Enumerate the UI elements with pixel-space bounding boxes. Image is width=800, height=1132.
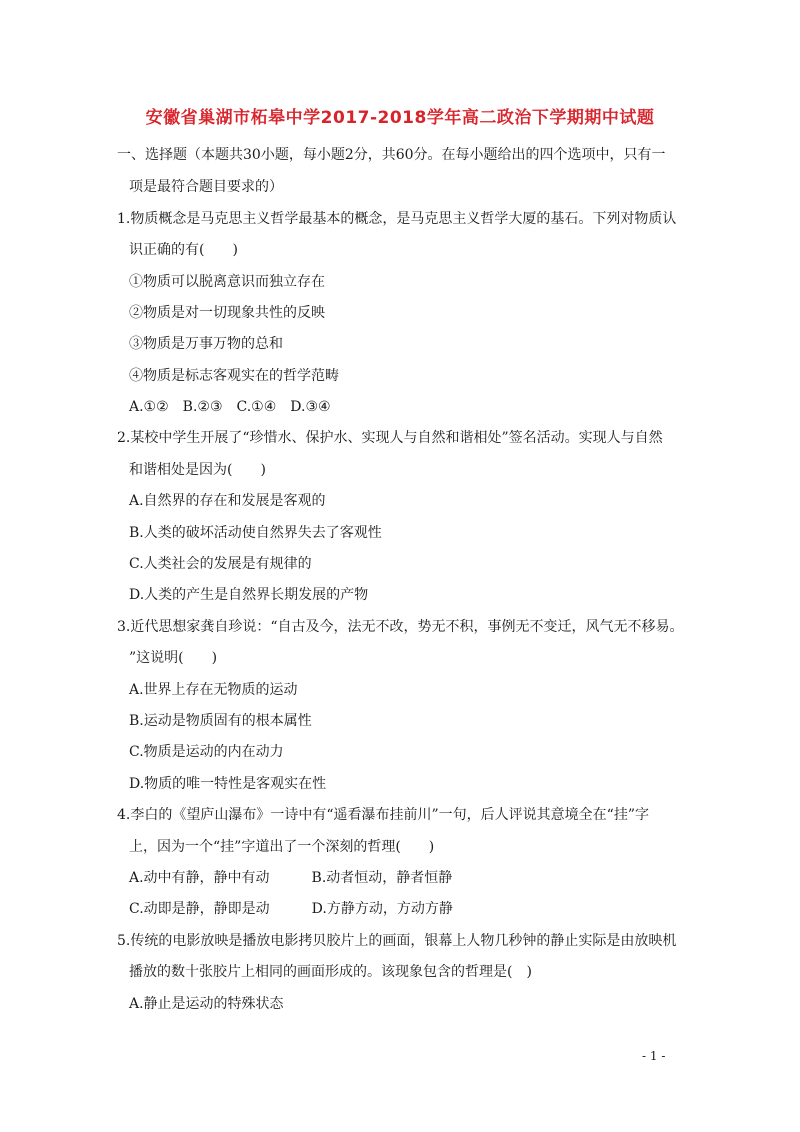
question-3-option-b: B.运动是物质固有的根本属性: [129, 713, 312, 729]
question-2-stem-line-2: 和谐相处是因为( ): [129, 462, 266, 478]
question-4-options-row-2: C.动即是静，静即是动 D.方静方动，方动方静: [129, 901, 453, 917]
question-3-option-c: C.物质是运动的内在动力: [129, 744, 284, 760]
question-1-stem-line-2: 识正确的有( ): [129, 242, 238, 258]
question-1-statement-4: ④物质是标志客观实在的哲学范畴: [129, 368, 339, 384]
section-heading-line-1: 一、选择题（本题共30小题，每小题2分，共60分。在每小题给出的四个选项中，只有一: [117, 147, 666, 163]
question-4-stem-line-1: 4.李白的《望庐山瀑布》一诗中有“遥看瀑布挂前川”一句，后人评说其意境全在“挂”字: [117, 807, 649, 823]
question-2-option-a: A.自然界的存在和发展是客观的: [129, 493, 326, 509]
question-1-statement-3: ③物质是万事万物的总和: [129, 336, 283, 352]
question-5-stem-line-2: 播放的数十张胶片上相同的画面形成的。该现象包含的哲理是( ): [129, 964, 532, 980]
question-3-stem-line-2: ”这说明( ): [129, 650, 218, 666]
question-5-option-a: A.静止是运动的特殊状态: [129, 996, 284, 1012]
question-3-option-d: D.物质的唯一特性是客观实在性: [129, 776, 327, 792]
question-3-stem-line-1: 3.近代思想家龚自珍说：“自古及今，法无不改，势无不积，事例无不变迁，风气无不移易。: [117, 619, 684, 635]
question-1-options: A.①② B.②③ C.①④ D.③④: [129, 399, 331, 415]
question-2-option-c: C.人类社会的发展是有规律的: [129, 556, 312, 572]
question-3-option-a: A.世界上存在无物质的运动: [129, 682, 298, 698]
question-1-stem-line-1: 1.物质概念是马克思主义哲学最基本的概念，是马克思主义哲学大厦的基石。下列对物质认: [117, 211, 677, 227]
document-title: 安徽省巢湖市柘皋中学2017-2018学年高二政治下学期期中试题: [145, 108, 655, 128]
question-2-stem-line-1: 2.某校中学生开展了“珍惜水、保护水、实现人与自然和谐相处”签名活动。实现人与自然: [117, 430, 663, 446]
question-4-options-row-1: A.动中有静，静中有动 B.动者恒动，静者恒静: [129, 870, 453, 886]
question-4-stem-line-2: 上，因为一个“挂”字道出了一个深刻的哲理( ): [129, 839, 435, 855]
question-1-statement-2: ②物质是对一切现象共性的反映: [129, 305, 325, 321]
question-5-stem-line-1: 5.传统的电影放映是播放电影拷贝胶片上的画面，银幕上人物几秒钟的静止实际是由放映机: [117, 933, 677, 949]
question-2-option-b: B.人类的破坏活动使自然界失去了客观性: [129, 525, 382, 541]
section-heading-line-2: 项是最符合题目要求的）: [129, 179, 283, 195]
question-1-statement-1: ①物质可以脱离意识而独立存在: [129, 274, 325, 290]
page-number: - 1 -: [642, 1049, 666, 1063]
question-2-option-d: D.人类的产生是自然界长期发展的产物: [129, 587, 369, 603]
